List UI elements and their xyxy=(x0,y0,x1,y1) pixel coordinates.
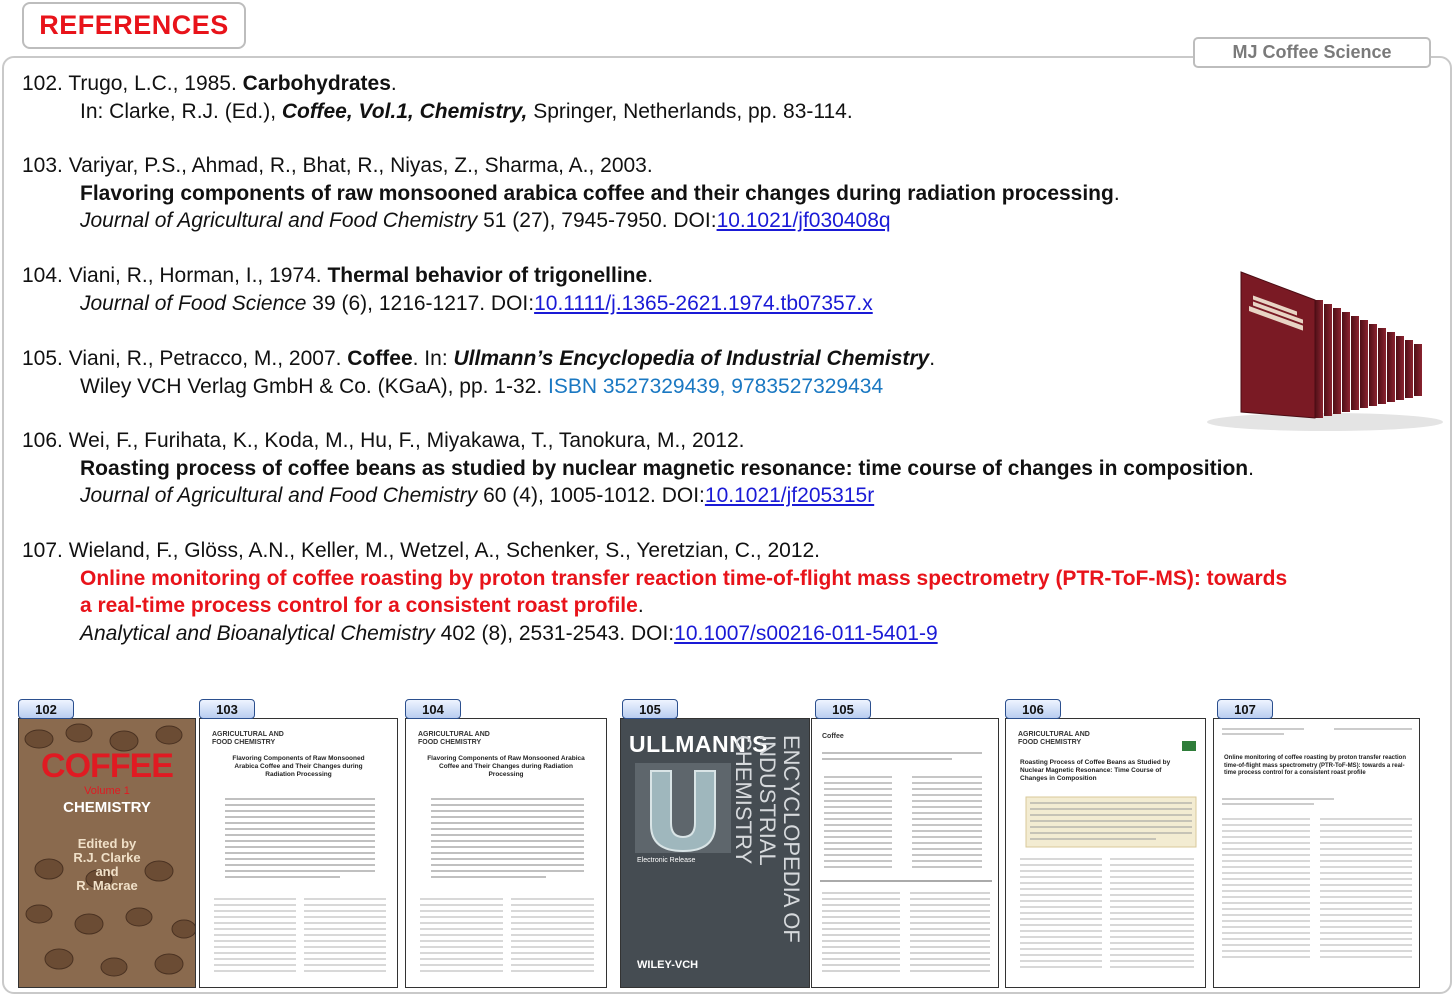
ullmann-publisher: WILEY-VCH xyxy=(637,959,699,971)
chapter-contents-lines xyxy=(812,719,999,988)
journal-header-line: AGRICULTURAL AND xyxy=(1018,731,1090,738)
paper-title: Roasting Process of Coffee Beans as Studied by Nuclear Magnetic Resonance: Time Course of Changes in Composition xyxy=(1020,759,1171,782)
reference-details: 51 (27), 7945-7950. DOI: xyxy=(477,209,717,232)
reference-105 xyxy=(22,345,935,400)
cover-editor-line: R.J. Clarke xyxy=(73,850,141,865)
thumbnail-104-paper[interactable] xyxy=(405,718,607,988)
reference-line xyxy=(22,537,1287,565)
brand-box xyxy=(1193,37,1431,68)
doi-link[interactable]: 10.1021/jf030408q xyxy=(716,209,891,232)
page-title: REFERENCES xyxy=(39,10,229,40)
reference-line xyxy=(22,152,1120,180)
reference-104 xyxy=(22,262,873,317)
journal-header-line: AGRICULTURAL AND xyxy=(212,731,284,738)
thumbnail-tag: 103 xyxy=(199,699,255,719)
volume-spines xyxy=(1315,300,1422,418)
thumbnail-102-book-cover[interactable] xyxy=(18,718,196,988)
reference-line xyxy=(22,290,873,318)
reference-106 xyxy=(22,427,1254,510)
punctuation: . xyxy=(929,347,936,370)
reference-in: . In: xyxy=(412,347,454,370)
cover-editor-line: Edited by xyxy=(77,836,137,851)
punctuation: . xyxy=(390,72,397,95)
reference-line xyxy=(22,565,1287,593)
reference-line xyxy=(22,455,1254,483)
reference-journal: Analytical and Bioanalytical Chemistry xyxy=(80,621,435,645)
cover-title: COFFEE xyxy=(41,747,173,785)
journal-header xyxy=(418,731,490,747)
reference-authors: Viani, R., Horman, I., 1974. xyxy=(68,264,328,287)
thumbnail-tag: 104 xyxy=(405,699,461,719)
reference-authors: Wei, F., Furihata, K., Koda, M., Hu, F., Miyakawa, T., Tanokura, M., 2012. xyxy=(68,429,745,452)
reference-authors: Trugo, L.C., 1985. xyxy=(68,72,243,95)
references-title-box xyxy=(22,2,246,49)
reference-title: Roasting process of coffee beans as studied by nuclear magnetic resonance: time course of changes in composition xyxy=(80,456,1249,480)
cover-editor-line: R. Macrae xyxy=(76,878,138,893)
reference-publisher: Springer, Netherlands, pp. 83-114. xyxy=(527,99,853,123)
journal-header-line: AGRICULTURAL AND xyxy=(418,731,490,738)
reference-line xyxy=(22,373,935,401)
reference-107 xyxy=(22,537,1287,647)
cover-subtitle: CHEMISTRY xyxy=(63,799,151,816)
journal-header xyxy=(212,731,284,747)
reference-line xyxy=(22,620,1287,648)
reference-journal: Journal of Agricultural and Food Chemistry xyxy=(80,209,478,232)
reference-publisher: Wiley VCH Verlag GmbH & Co. (KGaA), pp. 1-32. xyxy=(80,374,548,398)
reference-number: 107. xyxy=(22,539,63,562)
punctuation: . xyxy=(637,594,644,617)
reference-line xyxy=(22,345,935,373)
paper-title: Flavoring Components of Raw Monsooned Arabica Coffee and Their Changes during Radiation Processing xyxy=(427,755,585,778)
journal-header-line: FOOD CHEMISTRY xyxy=(418,739,482,746)
reference-book: Ullmann’s Encyclopedia of Industrial Chemistry xyxy=(453,347,930,370)
reference-line xyxy=(22,70,853,98)
reference-details: 39 (6), 1216-1217. DOI: xyxy=(306,291,535,315)
journal-header-line: FOOD CHEMISTRY xyxy=(1018,739,1082,746)
doi-link[interactable]: 10.1111/j.1365-2621.1974.tb07357.x xyxy=(534,291,873,315)
reference-number: 106. xyxy=(22,429,63,452)
thumbnail-105-ullmann-cover[interactable] xyxy=(620,718,810,988)
ullmann-vertical-title: ENCYCLOPEDIA OF INDUSTRIAL CHEMISTRY xyxy=(731,735,804,943)
thumbnail-tag: 107 xyxy=(1217,699,1273,719)
reference-line xyxy=(22,592,1287,620)
chapter-heading: Coffee xyxy=(822,733,844,740)
punctuation: . xyxy=(1248,456,1254,480)
reference-editor: In: Clarke, R.J. (Ed.), xyxy=(80,99,282,123)
reference-journal: Journal of Food Science xyxy=(80,291,307,315)
reference-journal: Journal of Agricultural and Food Chemistry xyxy=(80,484,478,507)
thumbnail-tag: 105 xyxy=(815,699,871,719)
thumbnail-106-paper[interactable] xyxy=(1005,718,1206,988)
reference-number: 104. xyxy=(22,264,63,287)
reference-title-highlight: a real-time process control for a consistent roast profile xyxy=(80,594,638,617)
paper-title: Online monitoring of coffee roasting by proton transfer reaction time-of-flight mass spectrometry (PTR-ToF-MS): towards a real-time process control for a consistent roast profile xyxy=(1224,755,1407,776)
reference-number: 103. xyxy=(22,154,63,177)
doi-link[interactable]: 10.1007/s00216-011-5401-9 xyxy=(674,621,938,645)
brand-label: MJ Coffee Science xyxy=(1232,42,1392,62)
reference-title: Thermal behavior of trigonelline xyxy=(327,264,648,287)
ullmann-release: Electronic Release xyxy=(637,857,696,864)
reference-102 xyxy=(22,70,853,125)
thumbnail-107-paper[interactable] xyxy=(1213,718,1420,988)
punctuation: . xyxy=(1113,181,1120,205)
reference-title: Carbohydrates xyxy=(242,72,391,95)
reference-line xyxy=(22,207,1120,235)
thumbnail-tag: 105 xyxy=(622,699,678,719)
reference-authors: Viani, R., Petracco, M., 2007. xyxy=(68,347,348,370)
thumbnail-103-paper[interactable] xyxy=(199,718,398,988)
reference-line xyxy=(22,482,1254,510)
cover-volume: Volume 1 xyxy=(84,785,130,797)
reference-line xyxy=(22,180,1120,208)
reference-line xyxy=(22,98,853,126)
reference-line xyxy=(22,427,1254,455)
isbn-text: ISBN 3527329439, 9783527329434 xyxy=(548,374,884,398)
reference-authors: Wieland, F., Glöss, A.N., Keller, M., Wetzel, A., Schenker, S., Yeretzian, C., 2012. xyxy=(68,539,821,562)
ullmann-title: ULLMANN'S xyxy=(629,731,769,757)
reference-line xyxy=(22,262,873,290)
cover-editors xyxy=(19,837,195,893)
reference-details: 60 (4), 1005-1012. DOI: xyxy=(477,484,705,507)
reference-number: 102. xyxy=(22,72,63,95)
paper-title: Flavoring Components of Raw Monsooned Arabica Coffee and Their Changes during Radiation Processing xyxy=(232,755,365,778)
reference-title: Flavoring components of raw monsooned arabica coffee and their changes during radiation processing xyxy=(80,181,1114,205)
reference-authors: Variyar, P.S., Ahmad, R., Bhat, R., Niyas, Z., Sharma, A., 2003. xyxy=(68,154,653,177)
reference-details: 402 (8), 2531-2543. DOI: xyxy=(434,621,675,645)
reference-number: 105. xyxy=(22,347,63,370)
reference-title-highlight: Online monitoring of coffee roasting by proton transfer reaction time-of-flight mass spectrometry (PTR-ToF-MS): towards xyxy=(80,566,1288,590)
encyclopedia-volumes-image xyxy=(1205,262,1445,432)
journal-header xyxy=(1018,731,1090,747)
reference-103 xyxy=(22,152,1120,235)
doi-link[interactable]: 10.1021/jf205315r xyxy=(704,484,875,507)
thumbnail-tag: 106 xyxy=(1005,699,1061,719)
punctuation: . xyxy=(647,264,654,287)
thumbnail-tag: 102 xyxy=(18,699,74,719)
reference-title: Coffee xyxy=(347,347,413,370)
thumbnail-105-chapter[interactable] xyxy=(811,718,999,988)
journal-header-line: FOOD CHEMISTRY xyxy=(212,739,276,746)
reference-book: Coffee, Vol.1, Chemistry, xyxy=(281,99,528,123)
cover-editor-line: and xyxy=(95,864,119,879)
volume-front-cover xyxy=(1241,272,1315,418)
